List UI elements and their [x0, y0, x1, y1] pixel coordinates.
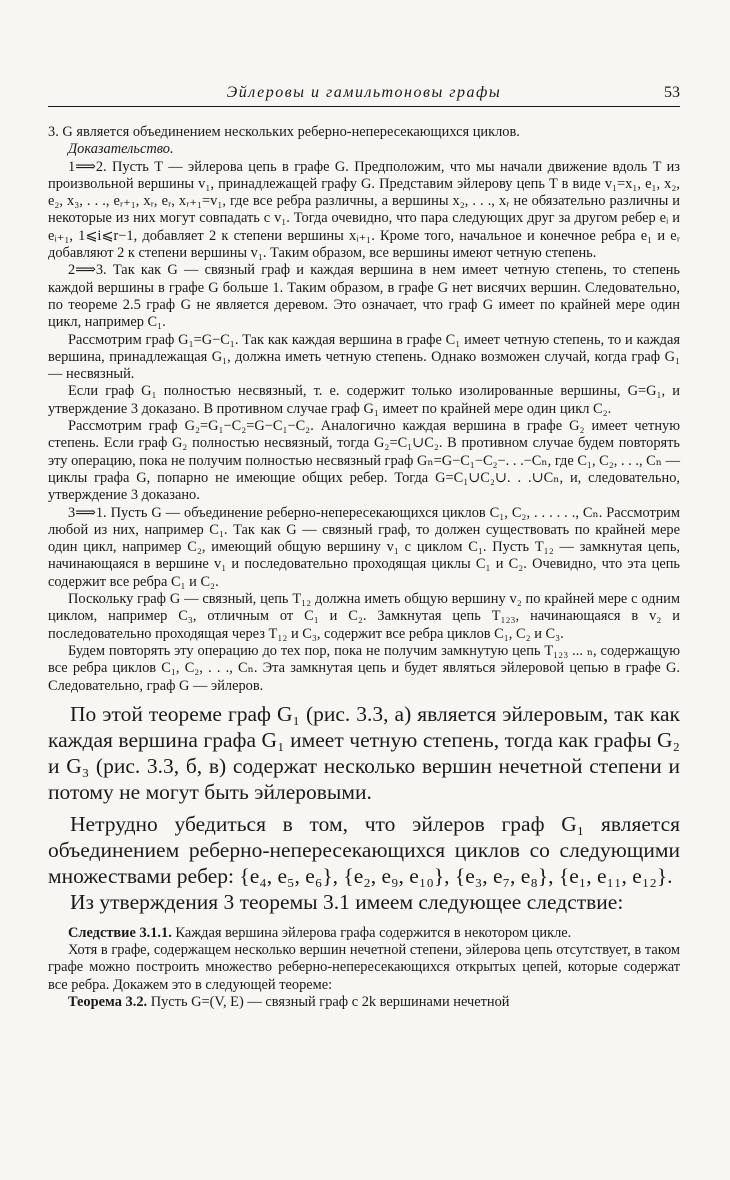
theorem-label: Теорема 3.2. [68, 993, 148, 1010]
page-header [48, 84, 680, 107]
proof-conclusion: Будем повторять эту операцию до тех пор, пока не получим замкнутую цепь T₁₂₃ ... ₙ, содержащую все ребра циклов C₁, C₂, . . ., Cₙ. Эта замкнутая цепь и будет являться эйлеровой цепью в графе G. Следовательно, граф G — эйлеров. [48, 642, 680, 694]
theorem-application: По этой теореме граф G₁ (рис. 3.3, а) является эйлеровым, так как каждая вершина графа G₁ имеет четную степень, тогда как графы G₂ и G₃ (рис. 3.3, б, в) содержат несколько вершин нечетной степени и потому не могут быть эйлеровыми. [48, 701, 680, 804]
cycle-decomposition: Нетрудно убедиться в том, что эйлеров граф G₁ является объединением реберно-непересекающихся циклов со следующими множествами ребер: {e₄, e₅, e₆}, {e₂, e₉, e₁₀}, {e₃, e₇, e₈}, {e₁, e₁₁, e₁₂}. [48, 811, 680, 888]
proof-1-to-2: 1⟹2. Пусть T — эйлерова цепь в графе G. Предположим, что мы начали движение вдоль T из произвольной вершины v₁, принадлежащей графу G. Представим эйлерову цепь T в виде v₁=x₁, e₁, x₂, e₂, x₃, . . ., eᵣ₊₁, xᵣ, eᵣ, xᵣ₊₁=v₁, где все ребра различны, а вершины x₂, . . ., xᵣ не обязательно различны и некоторые из них могут совпадать с v₁. Тогда очевидно, что пара следующих друг за другом ребер eᵢ и eᵢ₊₁, 1⩽i⩽r−1, добавляет 2 к степени вершины xᵢ₊₁. Кроме того, начальное и конечное ребра e₁ и eᵣ добавляют 2 к степени вершины v₁. Таким образом, все вершины имеют четную степень. [48, 158, 680, 262]
proof-g1-disconnected: Если граф G₁ полностью несвязный, т. е. содержит только изолированные вершины, G=G₁, и утверждение 3 доказано. В противном случае граф G₁ имеет по крайней мере один цикл C₂. [48, 383, 680, 417]
corollary-intro: Из утверждения 3 теоремы 3.1 имеем следующее следствие: [70, 889, 624, 914]
page-number: 53 [664, 84, 680, 101]
corollary-label: Следствие 3.1.1. [68, 924, 172, 941]
proof-3-to-1: 3⟹1. Пусть G — объединение реберно-непересекающихся циклов C₁, C₂, . . . . . ., Cₙ. Рассмотрим любой из них, например C₁. Так как G — связный граф, то должен существовать по крайней мере один цикл, например C₂, имеющий общую вершину v₁ с циклом C₁. Пусть T₁₂ — замкнутая цепь, начинающаяся в вершине v₁ и последовательно проходящая циклы C₁ и C₂. Очевидно, что эта цепь содержит все ребра C₁ и C₂. [48, 504, 680, 590]
corollary-text: Каждая вершина эйлерова графа содержится в некотором цикле. [171, 924, 572, 941]
page-body [48, 124, 680, 1011]
open-chains-paragraph: Хотя в графе, содержащем несколько вершин нечетной степени, эйлерова цепь отсутствует, в таком графе можно построить множество реберно-непересекающихся открытых цепей, которые содержат все ребра. Докажем это в следующей теореме: [48, 942, 680, 993]
running-title: Эйлеровы и гамильтоновы графы [226, 84, 502, 101]
proof-chain-t123: Поскольку граф G — связный, цепь T₁₂ должна иметь общую вершину v₂ по крайней мере с одним циклом, например C₃, отличным от C₁ и C₂. Замкнутая цепь T₁₂₃, начинающаяся в v₂ и последовательно проходящая через T₁₂ и C₃, содержит все ребра циклов C₁, C₂ и C₃. [48, 591, 680, 642]
corollary-3-1-1 [48, 925, 680, 942]
proof-2-to-3: 2⟹3. Так как G — связный граф и каждая вершина в нем имеет четную степень, то степень каждой вершины в графе G больше 1. Таким образом, в графе G нет висячих вершин. Следовательно, по теореме 2.5 граф G не является деревом. Это означает, что граф G имеет по крайней мере один цикл, например C₁. [48, 262, 680, 331]
proof-heading: Доказательство. [68, 141, 174, 158]
proof-graph-g2: Рассмотрим граф G₂=G₁−C₂=G−C₁−C₂. Аналогично каждая вершина в графе G₂ имеет четную степень. Если граф G₂ полностью несвязный, тогда G₂=C₁∪C₂. В противном случае будем повторять эту операцию, пока не получим полностью несвязный граф Gₙ=G−C₁−C₂−. . .−Cₙ, где C₁, C₂, . . ., Cₙ — циклы графа G, попарно не имеющие общих ребер. Тогда G=C₁∪C₂∪. . .∪Cₙ, и, следовательно, утверждение 3 доказано. [48, 418, 680, 504]
theorem-text: Пусть G=(V, E) — связный граф с 2k вершинами нечетной [147, 993, 510, 1010]
theorem-3-2 [48, 994, 680, 1011]
proof-graph-g1: Рассмотрим граф G₁=G−C₁. Так как каждая вершина в графе C₁ имеет четную степень, то и каждая вершина, принадлежащая G₁, должна иметь четную степень. Однако возможен случай, когда граф G₁ — несвязный. [48, 331, 680, 383]
statement-3: 3. G является объединением нескольких реберно-непересекающихся циклов. [48, 124, 520, 140]
